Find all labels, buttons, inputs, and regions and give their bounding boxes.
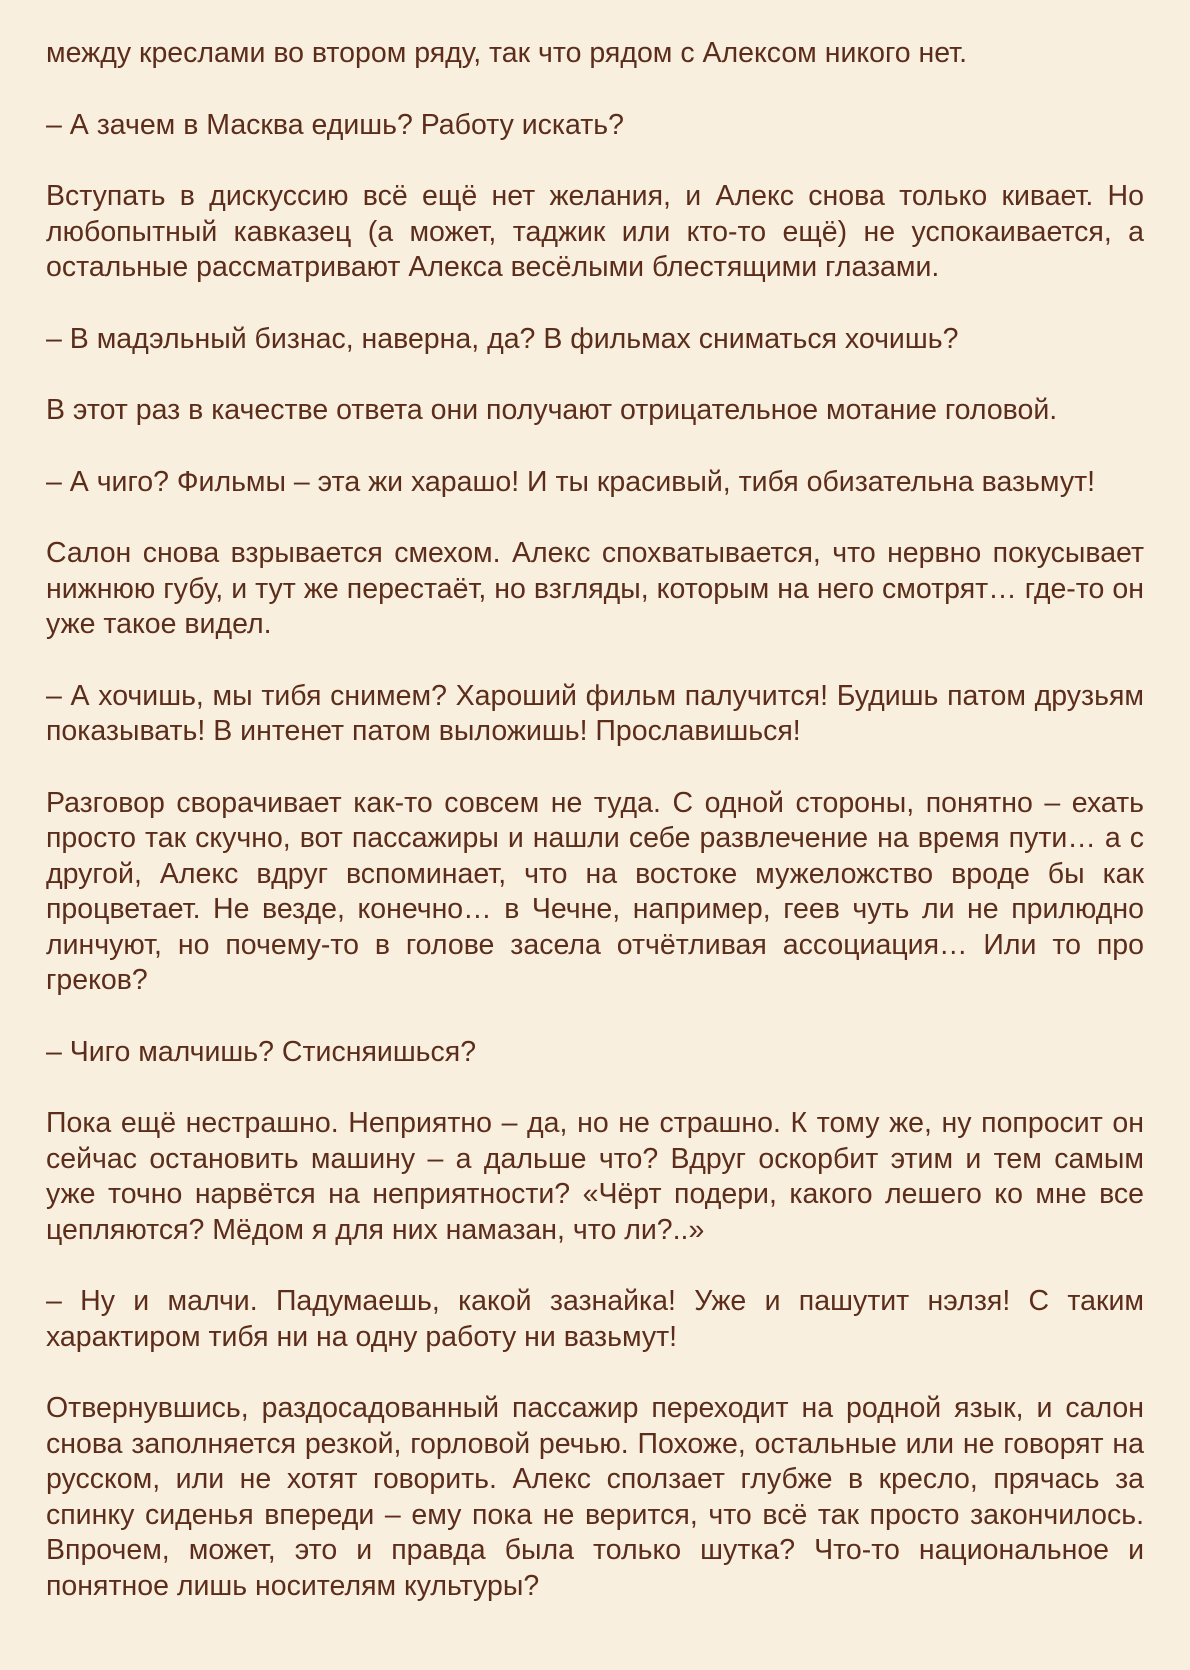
paragraph: Вступать в дискуссию всё ещё нет желания, и Алекс снова только кивает. Но любопытный кавказец (а может, таджик или кто-то ещё) не успокаивается, а остальные рассматривают Алекса весёлыми блестящими глазами. [46, 180, 1144, 283]
dialogue-line: – А хочишь, мы тибя снимем? Хароший фильм палучится! Будишь патом друзьям показывать! В интенет патом выложишь! Прославишься! [46, 679, 1144, 747]
dialogue-line: – А чиго? Фильмы – эта жи харашо! И ты красивый, тибя обизательна вазьмут! [46, 465, 1096, 498]
paragraph: В этот раз в качестве ответа они получают отрицательное мотание головой. [46, 394, 1058, 426]
paragraph: Салон снова взрывается смехом. Алекс спохватывается, что нервно покусывает нижнюю губу, и тут же перестаёт, но взгляды, которым на него смотрят… где-то он уже такое видел. [46, 537, 1144, 640]
dialogue-line: – Чиго малчишь? Стисняишься? [46, 1035, 477, 1068]
dialogue-line: – В мадэльный бизнас, наверна, да? В фильмах сниматься хочишь? [46, 322, 959, 355]
paragraph: Отвернувшись, раздосадованный пассажир переходит на родной язык, и салон снова заполняется резкой, горловой речью. Похоже, остальные или не говорят на русском, или не хотят говорить. Алекс сползает глубже в кресло, прячась за спинку сиденья впереди – ему пока не верится, что всё так просто закончилось. Впрочем, может, это и правда была только шутка? Что-то национальное и понятное лишь носителям культуры? [46, 1392, 1144, 1602]
dialogue-line: – А зачем в Масква едишь? Работу искать? [46, 108, 624, 141]
paragraph: Разговор сворачивает как-то совсем не туда. С одной стороны, понятно – ехать просто так скучно, вот пассажиры и нашли себе развлечение на время пути… а с другой, Алекс вдруг вспоминает, что на востоке мужеложство вроде бы как процветает. Не везде, конечно… в Чечне, например, геев чуть ли не прилюдно линчуют, но почему-то в голове засела отчётливая ассоциация… Или то про греков? [46, 786, 1144, 996]
dialogue-line: – Ну и малчи. Падумаешь, какой зазнайка! Уже и пашутит нэлзя! С таким характиром тибя ни на одну работу ни вазьмут! [46, 1285, 1144, 1353]
paragraph: Пока ещё нестрашно. Неприятно – да, но не страшно. К тому же, ну попросит он сейчас остановить машину – а дальше что? Вдруг оскорбит этим и тем самым уже точно нарвётся на неприятности? «Чёрт подери, какого лешего ко мне все цепляются? Мёдом я для них намазан, что ли?..» [46, 1107, 1144, 1246]
paragraph: между креслами во втором ряду, так что рядом с Алексом никого нет. [46, 37, 967, 69]
